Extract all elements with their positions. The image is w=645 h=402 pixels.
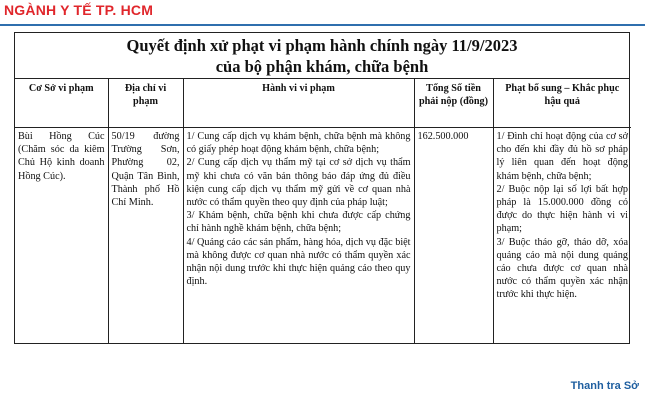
header-violations: Hành vi vi phạm (183, 79, 414, 128)
photo-credit: Thanh tra Sở (570, 380, 639, 392)
violations-cell (183, 128, 414, 344)
header-fine: Tổng Số tiền phải nộp (đồng) (414, 79, 493, 128)
header-remedies: Phạt bổ sung – Khắc phục hậu quả (493, 79, 631, 128)
document-title (15, 33, 629, 79)
violation-item: 3/ Khám bệnh, chữa bệnh khi chưa được cấp chứng chỉ hành nghề khám bệnh, chữa bệnh; (186, 210, 411, 235)
remedy-item: 1/ Đình chỉ hoạt động của cơ sở cho đến khi đầy đủ hồ sơ pháp lý liên quan đến hoạt động khám bệnh, chữa bệnh; (496, 131, 628, 182)
document-title-line-2: của bộ phận khám, chữa bệnh (215, 57, 429, 76)
table-row (15, 128, 631, 344)
header-address: Địa chỉ vi phạm (108, 79, 183, 128)
violation-item: 1/ Cung cấp dịch vụ khám bệnh, chữa bệnh mà không có giấy phép hoạt động khám bệnh, chữa bệnh; (186, 131, 411, 156)
site-title: NGÀNH Y TẾ TP. HCM (4, 2, 154, 18)
remedy-item: 2/ Buộc nộp lại số lợi bất hợp pháp là 15.000.000 đồng có được do thực hiện hành vi vi phạm; (496, 183, 628, 235)
violation-table (15, 79, 631, 343)
violation-item: 2/ Cung cấp dịch vụ thẩm mỹ tại cơ sở dịch vụ thẩm mỹ khi chưa có văn bản thông báo đáp ứng đủ điều kiện cung cấp dịch vụ thẩm mỹ gửi về cơ quan nhà nước có thẩm quyền theo quy định của pháp luật; (186, 157, 411, 209)
fine-cell: 162.500.000 (414, 128, 493, 344)
address-cell: 50/19 đường Trường Sơn, Phường 02, Quận Tân Bình, Thành phố Hồ Chí Minh. (108, 128, 183, 344)
document-title-line-1: Quyết định xử phạt vi phạm hành chính ngày 11/9/2023 (126, 36, 518, 55)
remedy-item: 3/ Buộc tháo gỡ, tháo dỡ, xóa quảng cáo mà nội dung quảng cáo chưa được cơ quan nhà nước có thẩm quyền xác nhận trước khi thực hiện. (496, 236, 628, 301)
remedies-cell (493, 128, 631, 344)
decision-document (14, 32, 630, 344)
violation-item: 4/ Quảng cáo các sản phẩm, hàng hóa, dịch vụ đặc biệt mà không được cơ quan nhà nước có thẩm quyền xác nhận nội dung trước khi thực hiện quảng cáo theo quy định. (186, 236, 411, 288)
header-facility: Cơ Sở vi phạm (15, 79, 108, 128)
facility-cell: Bùi Hồng Cúc (Chăm sóc da kiêm Chủ Hộ kinh doanh Hồng Cúc). (15, 128, 108, 344)
site-header (0, 0, 645, 26)
table-header-row (15, 79, 631, 128)
